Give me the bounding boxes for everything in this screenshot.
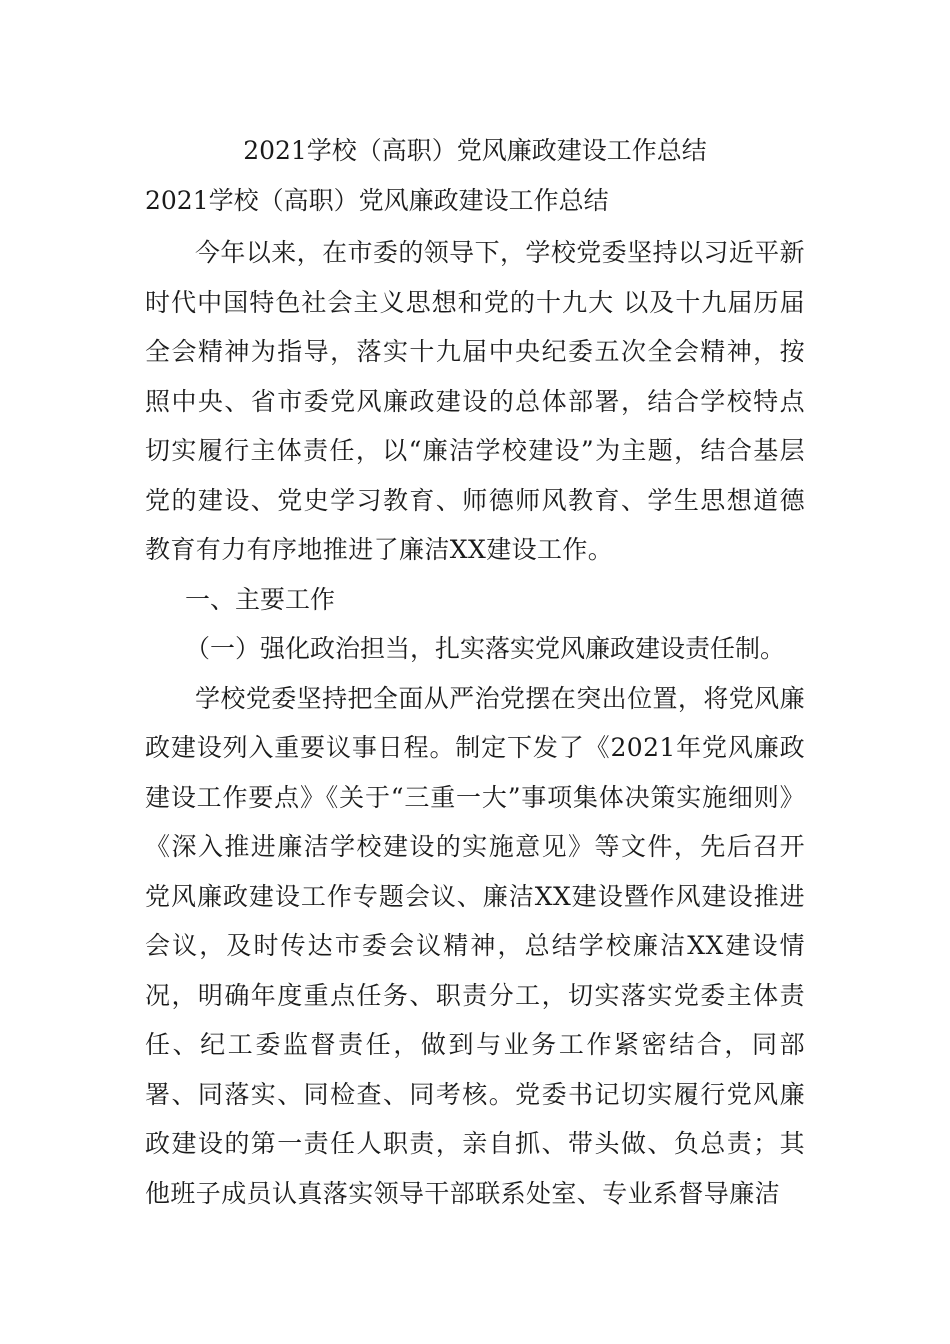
section-body-paragraph: 学校党委坚持把全面从严治党摆在突出位置，将党风廉政建设列入重要议事日程。制定下发了《2021年党风廉政建设工作要点》《关于“三重一大”事项集体决策实施细则》《深入推进廉洁学校建设的实施意见》等文件，先后召开党风廉政建设工作专题会议、廉洁XX建设暨作风建设推进会议，及时传达市委会议精神，总结学校廉洁XX建设情况，明确年度重点任务、职责分工，切实落实党委主体责任、纪工委监督责任，做到与业务工作紧密结合，同部署、同落实、同检查、同考核。党委书记切实履行党风廉政建设的第一责任人职责，亲自抓、带头做、负总责；其他班子成员认真落实领导干部联系处室、专业系督导廉洁 [145, 683, 805, 1208]
intro-paragraph: 今年以来，在市委的领导下，学校党委坚持以习近平新时代中国特色社会主义思想和党的十九大 以及十九届历届全会精神为指导，落实十九届中央纪委五次全会精神，按照中央、省市委党风廉政建设的总体部署，结合学校特点切实履行主体责任，以“廉洁学校建设”为主题，结合基层党的建设、党史学习教育、师德师风教育、学生思想道德教育有力有序地推进了廉洁XX建设工作。 [145, 238, 805, 564]
subsection-heading-political-responsibility: （一）强化政治担当，扎实落实党风廉政建设责任制。 [185, 634, 786, 663]
document-subtitle: 2021学校（高职）党风廉政建设工作总结 [145, 186, 609, 215]
document-title: 2021学校（高职）党风廉政建设工作总结 [243, 136, 707, 165]
document-body [145, 128, 805, 1218]
section-heading-main-work: 一、主要工作 [185, 584, 336, 614]
